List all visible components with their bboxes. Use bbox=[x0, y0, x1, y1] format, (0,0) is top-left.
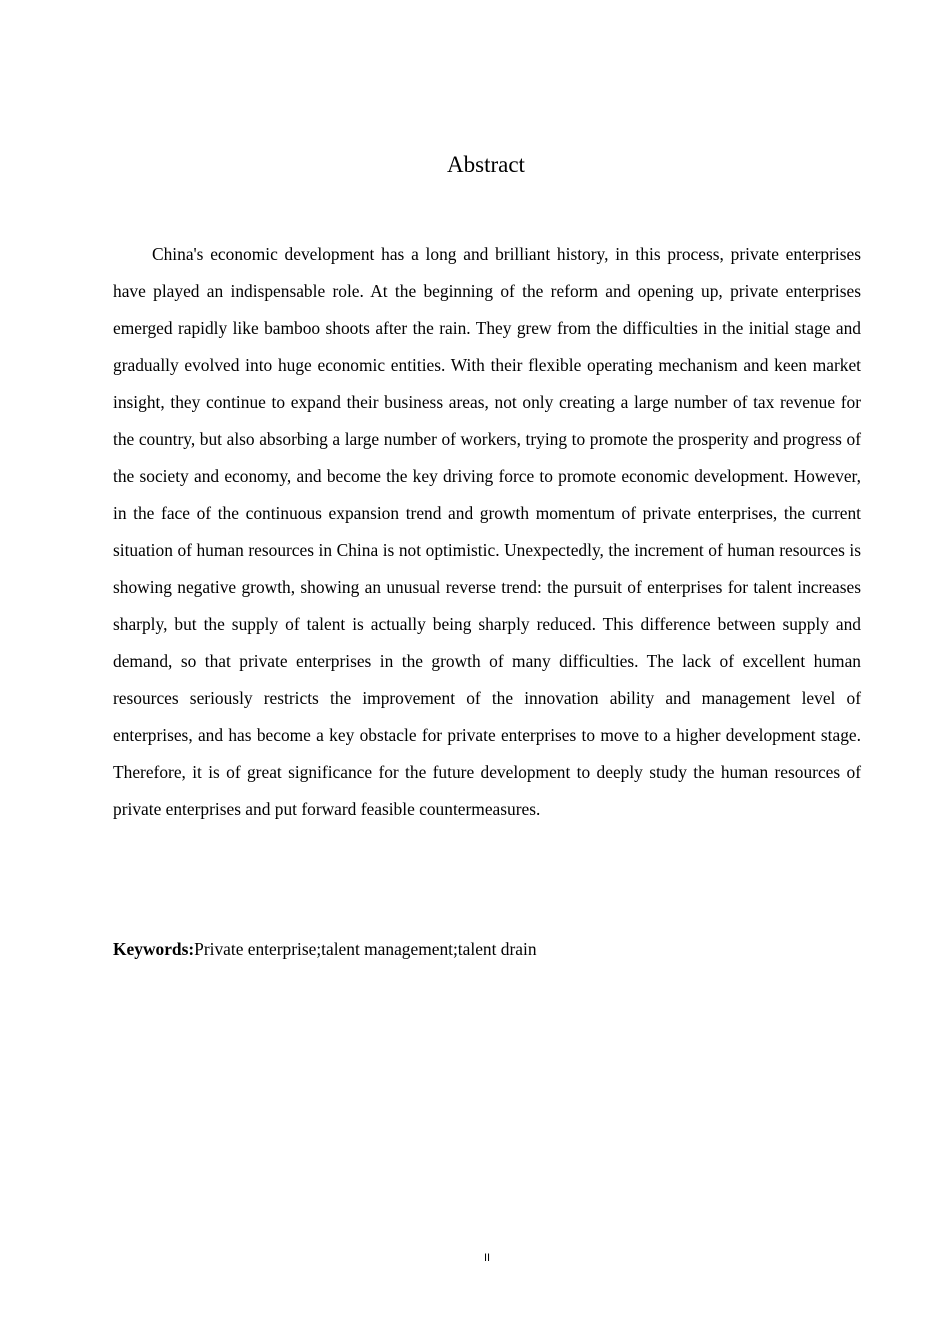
abstract-paragraph: China's economic development has a long and brilliant history, in this process, private enterprises have played an indispensable role. At the beginning of the reform and opening up, private enterprises emerged rapidly like bamboo shoots after the rain. They grew from the difficulties in the initial stage and gradually evolved into huge economic entities. With their flexible operating mechanism and keen market insight, they continue to expand their business areas, not only creating a large number of tax revenue for the country, but also absorbing a large number of workers, trying to promote the prosperity and progress of the society and economy, and become the key driving force to promote economic development. However, in the face of the continuous expansion trend and growth momentum of private enterprises, the current situation of human resources in China is not optimistic. Unexpectedly, the increment of human resources is showing negative growth, showing an unusual reverse trend: the pursuit of enterprises for talent increases sharply, but the supply of talent is actually being sharply reduced. This difference between supply and demand, so that private enterprises in the growth of many difficulties. The lack of excellent human resources seriously restricts the improvement of the innovation ability and management level of enterprises, and has become a key obstacle for private enterprises to move to a higher development stage. Therefore, it is of great significance for the future development to deeply study the human resources of private enterprises and put forward feasible countermeasures. bbox=[113, 244, 861, 819]
abstract-title: Abstract bbox=[447, 152, 525, 177]
keywords-line bbox=[113, 932, 861, 967]
page-number: II bbox=[483, 1252, 491, 1264]
keywords-text: Private enterprise;talent management;talent drain bbox=[194, 939, 537, 959]
keywords-label: Keywords: bbox=[113, 939, 195, 959]
